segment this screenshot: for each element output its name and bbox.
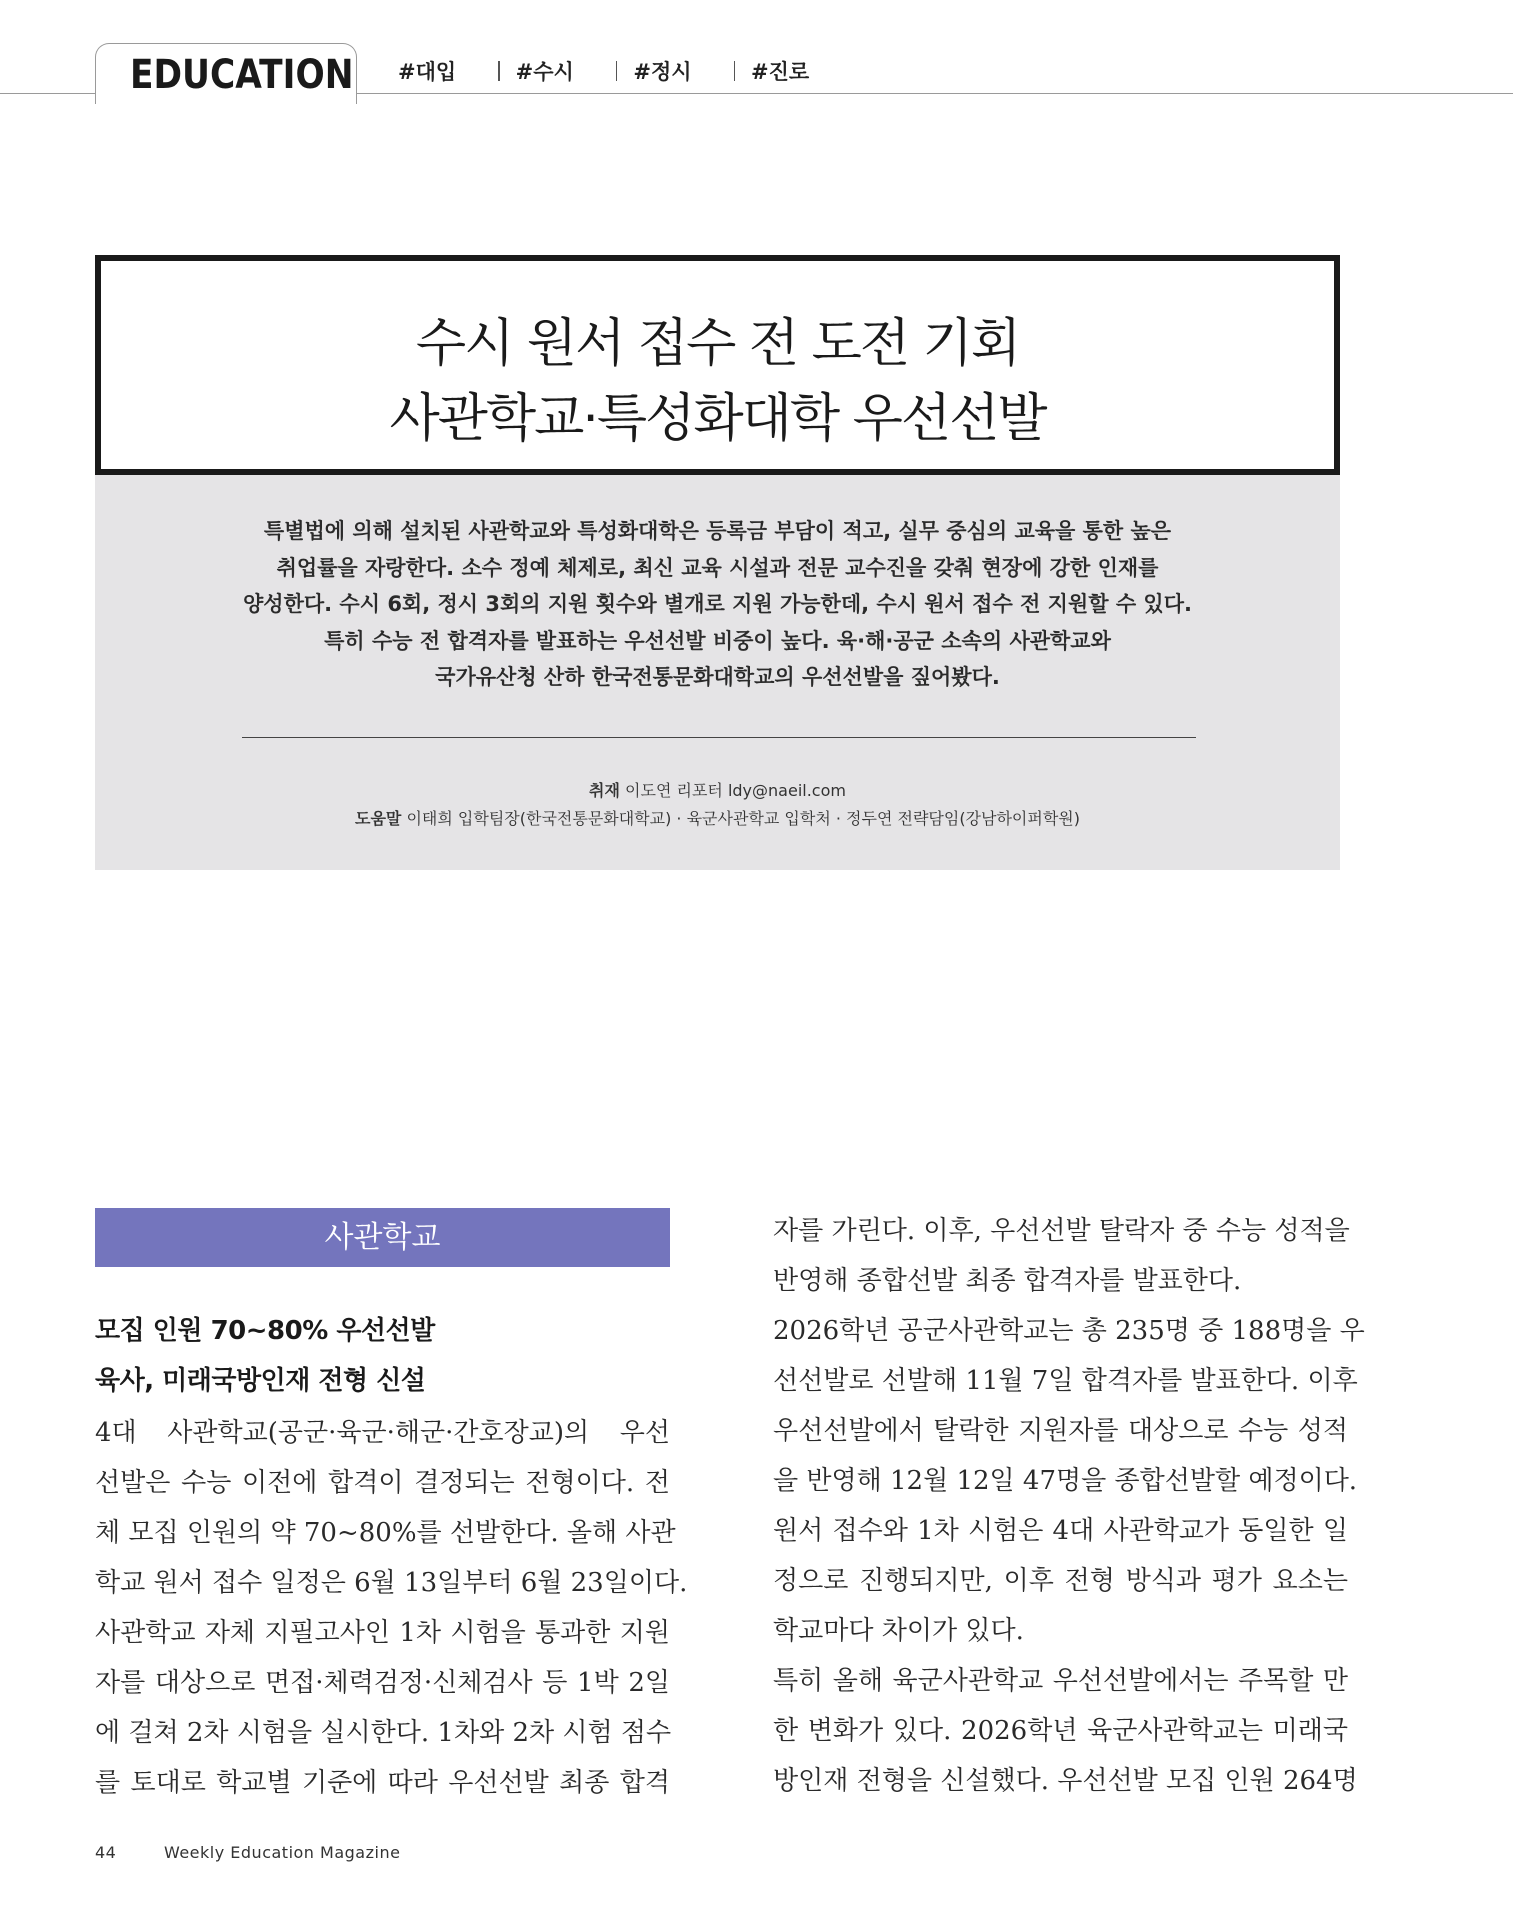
summary-line: 취업률을 자랑한다. 소수 정예 체제로, 최신 교육 시설과 전문 교수진을 갖춰 현장에 강한 인재를: [276, 555, 1159, 580]
body-line: 반영해 종합선발 최종 합격자를 발표한다.: [773, 1266, 1242, 1296]
body-line: 선발은 수능 이전에 합격이 결정되는 전형이다. 전: [95, 1468, 670, 1498]
body-line: 사관학교 자체 지필고사인 1차 시험을 통과한 지원: [95, 1618, 670, 1648]
body-column-right: [773, 1206, 1365, 1806]
body-line: 한 변화가 있다. 2026학년 육군사관학교는 미래국: [773, 1716, 1348, 1746]
subhead: 모집 인원 70~80% 우선선발: [95, 1316, 435, 1346]
body-line: 정으로 진행되지만, 이후 전형 방식과 평가 요소는: [773, 1566, 1348, 1596]
help-label: 도움말: [355, 809, 402, 828]
article-title-box: [95, 255, 1340, 475]
tag-divider: [734, 61, 736, 81]
body-line: 체 모집 인원의 약 70~80%를 선발한다. 올해 사관: [95, 1518, 676, 1548]
help-names: 이태희 입학팀장(한국전통문화대학교) · 육군사관학교 입학처 · 정두연 전략담임(강남하이퍼학원): [406, 809, 1080, 828]
tag-admission: #대입: [398, 60, 457, 84]
summary-box: [95, 475, 1340, 870]
body-column-left: [95, 1408, 688, 1808]
body-line: 을 반영해 12월 12일 47명을 종합선발할 예정이다.: [773, 1466, 1358, 1496]
page-number: 44: [95, 1843, 117, 1862]
body-line: 에 걸쳐 2차 시험을 실시한다. 1차와 2차 시험 점수: [95, 1718, 672, 1748]
page-footer: [95, 1843, 400, 1862]
summary-line: 양성한다. 수시 6회, 정시 3회의 지원 횟수와 별개로 지원 가능한데, 수시 원서 접수 전 지원할 수 있다.: [243, 592, 1192, 616]
tag-early: #수시: [515, 60, 574, 84]
body-line: 우선선발에서 탈락한 지원자를 대상으로 수능 성적: [773, 1416, 1348, 1446]
body-line: 자를 대상으로 면접·체력검정·신체검사 등 1박 2일: [95, 1668, 670, 1698]
body-line: 2026학년 공군사관학교는 총 235명 중 188명을 우: [773, 1316, 1365, 1346]
article-title-line-2: 사관학교·특성화대학 우선선발: [389, 389, 1046, 449]
body-line: 선선발로 선발해 11월 7일 합격자를 발표한다. 이후: [773, 1366, 1358, 1396]
summary-line: 특별법에 의해 설치된 사관학교와 특성화대학은 등록금 부담이 적고, 실무 중심의 교육을 통한 높은: [263, 519, 1172, 543]
body-line: 를 토대로 학교별 기준에 따라 우선선발 최종 합격: [95, 1768, 670, 1798]
body-line: 원서 접수와 1차 시험은 4대 사관학교가 동일한 일: [773, 1516, 1348, 1546]
summary-line: 국가유산청 산하 한국전통문화대학교의 우선선발을 짚어봤다.: [435, 665, 1000, 689]
reporter-name: 이도연 리포터 ldy@naeil.com: [625, 781, 846, 800]
body-line: 방인재 전형을 신설했다. 우선선발 모집 인원 264명: [773, 1766, 1358, 1796]
body-line: 자를 가린다. 이후, 우선선발 탈락자 중 수능 성적을: [773, 1216, 1350, 1246]
subhead: 육사, 미래국방인재 전형 신설: [95, 1366, 426, 1396]
tag-divider: [498, 61, 500, 81]
magazine-name: Weekly Education Magazine: [163, 1843, 401, 1862]
section-label: EDUCATION: [130, 52, 354, 98]
summary-text: [95, 513, 1340, 696]
summary-divider: [242, 737, 1196, 738]
article-title-line-1: 수시 원서 접수 전 도전 기회: [415, 314, 1020, 374]
tag-list: [398, 56, 809, 86]
tag-career: #진로: [751, 60, 810, 84]
body-line: 특히 올해 육군사관학교 우선선발에서는 주목할 만: [773, 1666, 1348, 1696]
section-banner: 사관학교: [95, 1208, 670, 1267]
help-credit: [95, 806, 1340, 829]
summary-line: 특히 수능 전 합격자를 발표하는 우선선발 비중이 높다. 육·해·공군 소속의 사관학교와: [324, 628, 1111, 653]
body-line: 4대 사관학교(공군·육군·해군·간호장교)의 우선: [95, 1418, 670, 1448]
tag-regular: #정시: [633, 60, 692, 84]
body-line: 학교 원서 접수 일정은 6월 13일부터 6월 23일이다.: [95, 1568, 688, 1598]
reporter-credit: [95, 778, 1340, 801]
body-line: 학교마다 차이가 있다.: [773, 1616, 1024, 1646]
tag-divider: [616, 61, 618, 81]
reporter-label: 취재: [589, 781, 620, 800]
